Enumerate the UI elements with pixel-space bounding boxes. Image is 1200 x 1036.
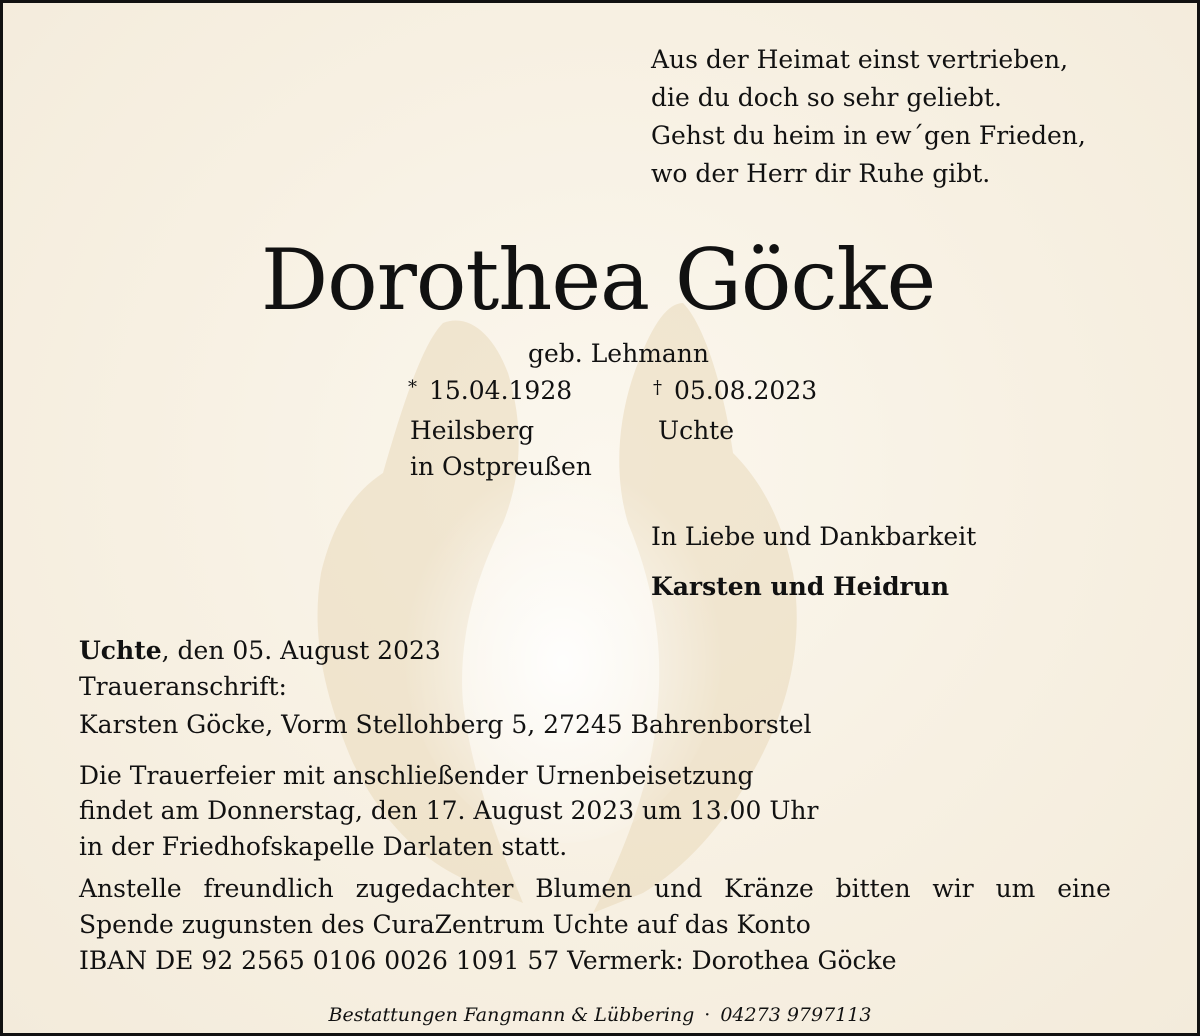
place-name: Uchte <box>79 636 162 665</box>
birth-place: Heilsberg <box>410 416 535 445</box>
donation-word: freundlich <box>203 874 334 903</box>
address-label: Traueranschrift: <box>79 672 287 701</box>
donation-word: Blumen <box>535 874 633 903</box>
mourners-intro: In Liebe und Dankbarkeit <box>651 522 977 551</box>
funeral-line: Die Trauerfeier mit anschließender Urnenbeisetzung <box>79 761 754 790</box>
donation-word: wir <box>932 874 974 903</box>
poem-line: wo der Herr dir Ruhe gibt. <box>651 159 991 188</box>
donation-word: und <box>654 874 703 903</box>
donation-word: um <box>995 874 1036 903</box>
deceased-name: Dorothea Göcke <box>260 231 936 329</box>
mourners-names: Karsten und Heidrun <box>651 572 950 601</box>
birth-date: 15.04.1928 <box>429 376 573 405</box>
death-date: 05.08.2023 <box>674 376 818 405</box>
poem-line: die du doch so sehr geliebt. <box>651 83 1002 112</box>
maiden-name: geb. Lehmann <box>528 339 710 368</box>
separator-dot: · <box>704 1004 711 1026</box>
death-place: Uchte <box>658 416 735 445</box>
donation-line <box>79 871 1111 907</box>
funeral-line: in der Friedhofskapelle Darlaten statt. <box>79 832 568 861</box>
donation-iban: IBAN DE 92 2565 0106 0026 1091 57 Vermerk: Dorothea Göcke <box>79 946 897 975</box>
donation-word: eine <box>1057 874 1111 903</box>
donation-word: bitten <box>835 874 911 903</box>
undertaker-name: Bestattungen Fangmann & Lübbering <box>328 1004 695 1026</box>
donation-word: Anstelle <box>79 874 182 903</box>
birth-star-icon: * <box>408 377 417 398</box>
death-info <box>653 373 817 412</box>
mourning-address: Karsten Göcke, Vorm Stellohberg 5, 27245 Bahrenborstel <box>79 710 812 739</box>
poem <box>651 41 1086 193</box>
death-cross-icon: † <box>653 377 662 398</box>
donation-line: Spende zugunsten des CuraZentrum Uchte auf das Konto <box>79 910 811 939</box>
donation-word: zugedachter <box>355 874 514 903</box>
funeral-line: findet am Donnerstag, den 17. August 2023 um 13.00 Uhr <box>79 796 819 825</box>
poem-line: Aus der Heimat einst vertrieben, <box>651 45 1069 74</box>
birth-region: in Ostpreußen <box>410 452 592 481</box>
date-text: , den 05. August 2023 <box>161 636 441 665</box>
donation-word: Kränze <box>724 874 814 903</box>
undertaker-phone: 04273 9797113 <box>720 1004 872 1026</box>
poem-line: Gehst du heim in ew´gen Frieden, <box>651 121 1086 150</box>
birth-info <box>408 373 572 412</box>
place-date <box>79 633 441 669</box>
undertaker-footer <box>3 1001 1197 1029</box>
